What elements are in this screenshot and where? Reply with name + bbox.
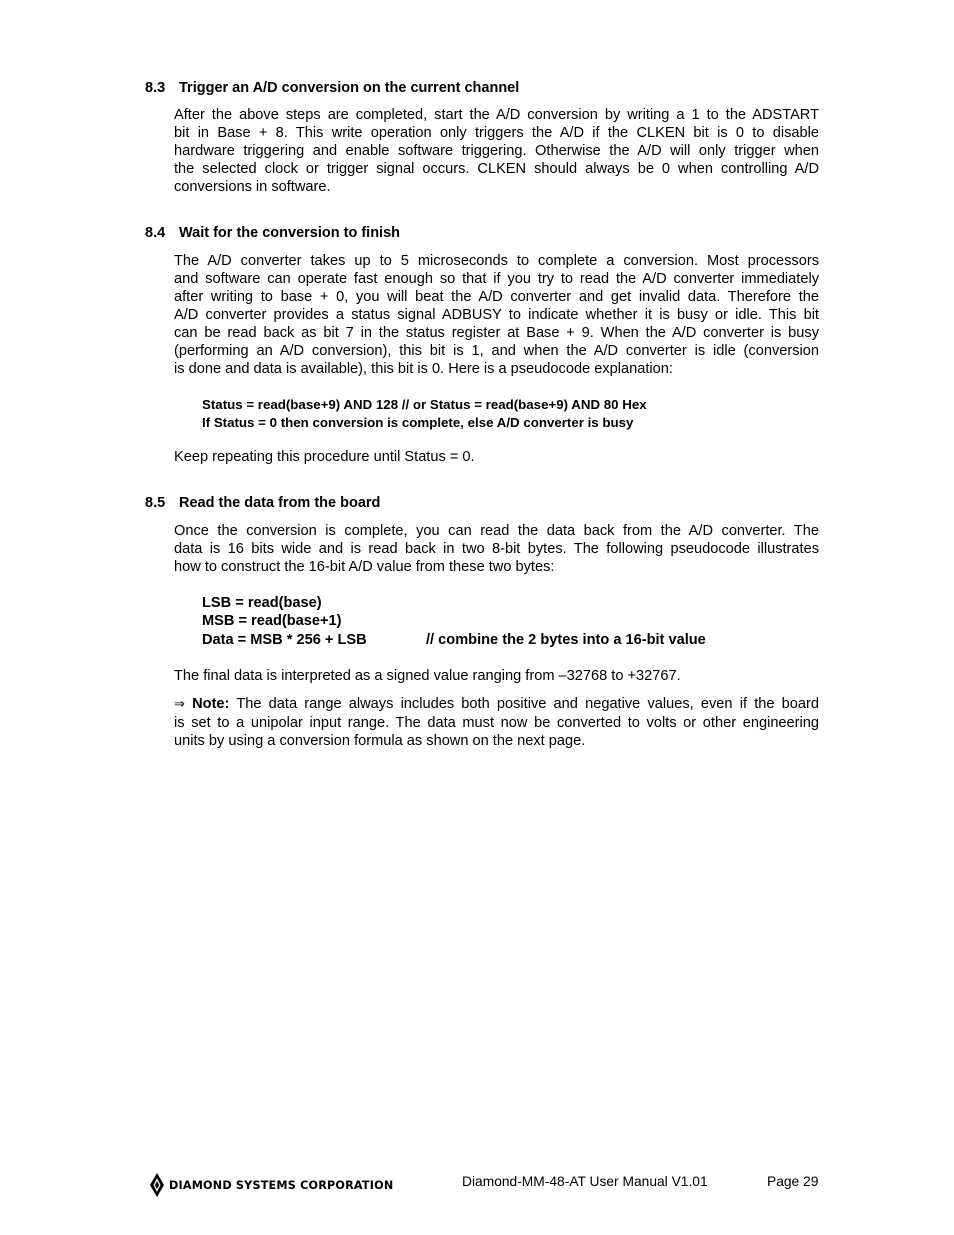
paragraph-line: and software can operate fast enough so that if you try to read the A/D converter immediately	[174, 271, 819, 287]
paragraph-line: is done and data is available), this bit is 0. Here is a pseudocode explanation:	[174, 361, 673, 377]
code-line: If Status = 0 then conversion is complete, else A/D converter is busy	[202, 414, 634, 430]
pseudocode-block-status	[202, 396, 647, 431]
section-title: Wait for the conversion to finish	[179, 225, 400, 241]
paragraph-line: conversions in software.	[174, 179, 331, 195]
paragraph-line: The A/D converter takes up to 5 microseconds to complete a conversion. Most processors	[174, 253, 819, 269]
paragraph-line: A/D converter provides a status signal ADBUSY to indicate whether it is busy or idle. This bit	[174, 307, 819, 323]
paragraph-line: data is 16 bits wide and is read back in two 8-bit bytes. The following pseudocode illustrates	[174, 541, 819, 557]
repeat-instruction: Keep repeating this procedure until Status = 0.	[174, 449, 475, 465]
paragraph-line: the selected clock or trigger signal occurs. CLKEN should always be 0 when controlling A/D	[174, 161, 819, 177]
paragraph-line: (performing an A/D conversion), this bit is 1, and when the A/D converter is idle (conversion	[174, 343, 819, 359]
paragraph-line: units by using a conversion formula as shown on the next page.	[174, 733, 586, 749]
section-heading-8-5	[145, 494, 380, 512]
page-number: Page 29	[767, 1174, 819, 1189]
company-logo	[150, 1172, 393, 1198]
section-number: 8.3	[145, 80, 166, 96]
paragraph-line: is set to a unipolar input range. The data must now be converted to volts or other engineering	[174, 715, 819, 731]
paragraph-line: bit in Base + 8. This write operation only triggers the A/D if the CLKEN bit is 0 to disable	[174, 125, 819, 141]
section-heading-8-3	[145, 79, 519, 97]
paragraph-line: After the above steps are completed, start the A/D conversion by writing a 1 to the ADSTART	[174, 107, 819, 123]
note-text: The data range always includes both positive and negative values, even if the board	[229, 696, 820, 712]
code-comment: // combine the 2 bytes into a 16-bit value	[426, 631, 706, 648]
pseudocode-block-data	[202, 594, 706, 649]
code-line: Data = MSB * 256 + LSB	[202, 631, 367, 648]
section-number: 8.4	[145, 225, 166, 241]
paragraph-line: hardware triggering and enable software triggering. Otherwise the A/D will only trigger when	[174, 143, 819, 159]
section-8-4-paragraph	[174, 252, 819, 378]
final-data-description: The final data is interpreted as a signed value ranging from –32768 to +32767.	[174, 668, 681, 684]
diamond-logo-icon	[150, 1173, 164, 1197]
section-8-5-paragraph	[174, 522, 819, 576]
code-line-with-comment	[202, 631, 706, 649]
code-line: Status = read(base+9) AND 128 // or Status = read(base+9) AND 80 Hex	[202, 397, 647, 412]
paragraph-line: Once the conversion is complete, you can read the data back from the A/D converter. The	[174, 523, 819, 539]
paragraph-line: can be read back as bit 7 in the status register at Base + 9. When the A/D converter is busy	[174, 325, 819, 341]
manual-title: Diamond-MM-48-AT User Manual V1.01	[462, 1174, 708, 1189]
code-line: LSB = read(base)	[202, 595, 322, 611]
right-double-arrow-icon: ⇒	[174, 697, 185, 712]
paragraph-line: how to construct the 16-bit A/D value from these two bytes:	[174, 559, 555, 575]
note-paragraph	[174, 695, 819, 750]
section-title: Read the data from the board	[179, 495, 381, 511]
section-8-3-paragraph	[174, 106, 819, 196]
section-heading-8-4	[145, 224, 400, 242]
paragraph-line: after writing to base + 0, you will beat the A/D converter and get invalid data. Therefore the	[174, 289, 819, 305]
section-number: 8.5	[145, 495, 166, 511]
code-line: MSB = read(base+1)	[202, 613, 342, 630]
company-name: DIAMOND SYSTEMS CORPORATION	[169, 1178, 394, 1192]
section-title: Trigger an A/D conversion on the current channel	[179, 80, 520, 96]
note-first-line	[174, 695, 819, 714]
note-label: Note:	[192, 696, 230, 712]
